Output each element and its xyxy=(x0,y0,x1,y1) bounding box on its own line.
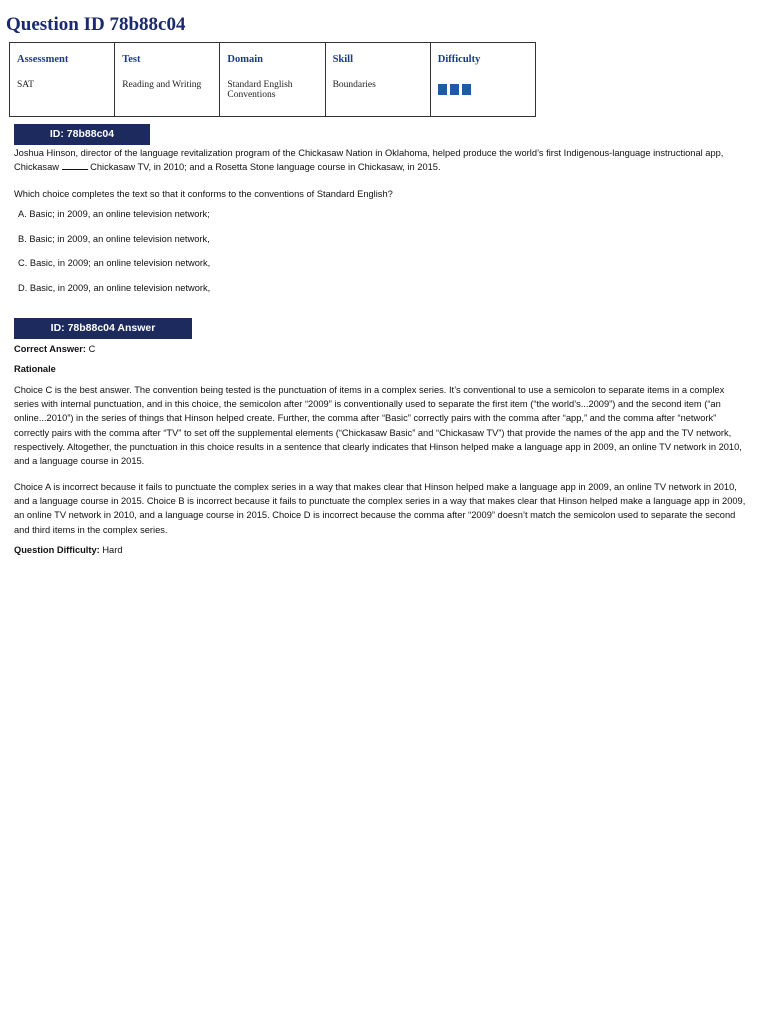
meta-label-assessment: Assessment xyxy=(17,54,69,65)
question-passage xyxy=(14,146,749,174)
meta-cell-assessment xyxy=(10,43,115,117)
meta-value-skill: Boundaries xyxy=(332,80,376,90)
difficulty-bar xyxy=(450,84,459,95)
rationale-heading xyxy=(14,362,749,376)
rationale-paragraph-2: Choice A is incorrect because it fails to punctuate the complex series in a way that makes clear that Hinson helped make a language app in 2009, an online TV network in 2010, and a language course in 2015. Choice B is incorrect because it fails to punctuate the complex series in a way that makes clear that Hinson helped make a language app in 2009, an online TV network in 2010, and a language course in 2015. Choice D is incorrect because the comma after “2009” doesn’t match the semicolon used to separate the second and third items in the complex series. xyxy=(14,482,746,535)
passage-text-after: Chickasaw TV, in 2010; and a Rosetta Stone language course in Chickasaw, in 2015. xyxy=(90,162,441,173)
meta-label-difficulty: Difficulty xyxy=(437,54,481,65)
question-difficulty-line xyxy=(14,543,749,557)
meta-value-assessment: SAT xyxy=(17,80,34,90)
difficulty-bar xyxy=(462,84,471,95)
meta-label-domain: Domain xyxy=(227,54,263,65)
question-difficulty-value: Hard xyxy=(102,545,123,555)
rationale-paragraph-1: Choice C is the best answer. The convention being tested is the punctuation of items in a complex series. It’s conventional to use a semicolon to separate items in a complex series with internal punctuation, and in this choice, the semicolon after “2009” is conventionally used to separate the first item (“the world’s...2009”) and the second item (“an online...2010”) in the series of things that Hinson helped create. Further, the comma after “Basic” correctly pairs with the comma after “app,” and the comma after “network” correctly pairs with the comma after “TV” to set off the supplemental elements (“Chickasaw Basic” and “Chickasaw TV”) that provide the names of the app and the TV network, respectively. Altogether, the punctuation in this choice results in a sentence that clearly indicates that Hinson helped make a language app in 2009, an online TV network in 2010, and a language course in 2015. xyxy=(14,385,742,467)
answer-choice-d: D. Basic, in 2009, an online television network, xyxy=(18,283,211,293)
question-meta-table xyxy=(9,42,536,117)
answer-blank xyxy=(62,161,88,170)
meta-value-domain: Standard English Conventions xyxy=(227,80,293,100)
page-title: Question ID 78b88c04 xyxy=(6,14,186,35)
correct-answer-line xyxy=(14,342,749,356)
correct-answer-value: C xyxy=(88,344,96,354)
question-id-banner: ID: 78b88c04 xyxy=(14,124,150,145)
meta-value-test: Reading and Writing xyxy=(122,80,202,90)
rationale-heading-text: Rationale xyxy=(14,364,56,374)
answer-choice-c: C. Basic, in 2009; an online television network, xyxy=(18,258,211,268)
meta-cell-difficulty xyxy=(430,43,535,117)
meta-cell-domain xyxy=(220,43,325,117)
meta-label-test: Test xyxy=(122,54,141,65)
answer-id-banner: ID: 78b88c04 Answer xyxy=(14,318,192,339)
difficulty-bar xyxy=(438,84,447,95)
difficulty-indicator xyxy=(438,84,528,95)
answer-choice-a: A. Basic; in 2009, an online television network; xyxy=(18,209,210,219)
passage-text-before: Joshua Hinson, director of the language revitalization program of the Chickasaw Nation in Oklahoma, helped produce the world’s first Indigenous-language instructional app, Chickasaw xyxy=(14,148,724,173)
correct-answer-label: Correct Answer: xyxy=(14,344,86,354)
meta-cell-skill xyxy=(325,43,430,117)
meta-label-skill: Skill xyxy=(332,54,353,65)
question-prompt: Which choice completes the text so that it conforms to the conventions of Standard English? xyxy=(14,189,393,199)
meta-cell-test xyxy=(115,43,220,117)
question-difficulty-label: Question Difficulty: xyxy=(14,545,100,555)
answer-choice-b: B. Basic; in 2009, an online television network, xyxy=(18,234,210,244)
